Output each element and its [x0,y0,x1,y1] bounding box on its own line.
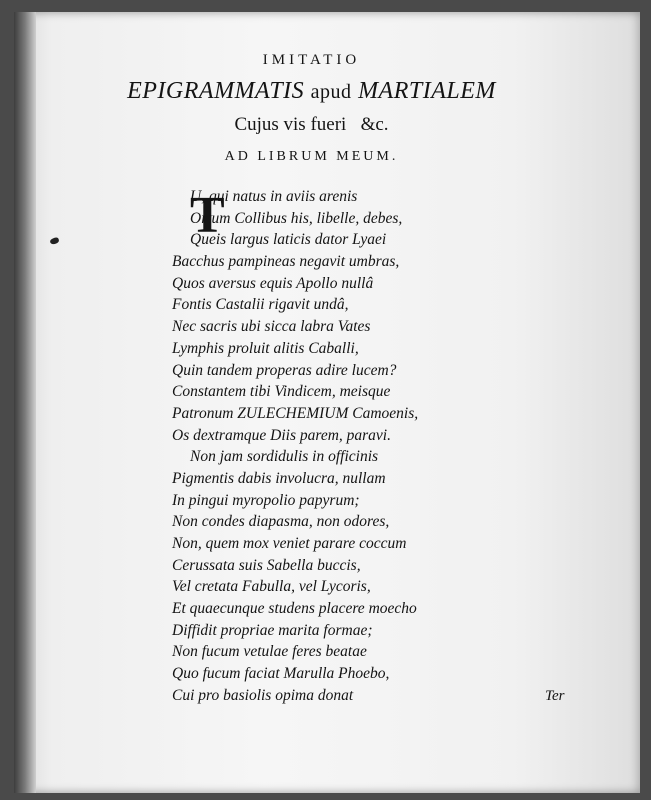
poem-line: Diffidit propriae marita formae; [172,621,373,639]
poem-line: Constantem tibi Vindicem, meisque [172,383,391,401]
poem-line: U, qui natus in aviis arenis [190,188,358,205]
heading-martialem-word: MARTIALEM [358,78,496,104]
poem-line: Fontis Castalii rigavit undâ, [172,296,349,314]
heading-epigrammatis-word: EPIGRAMMATIS [127,78,305,104]
poem-line: Non fucum vetulae feres beatae [172,643,367,661]
poem-line: Cerussata suis Sabella buccis, [172,556,361,574]
poem-line: Pigmentis dabis involucra, nullam [172,469,386,487]
heading-epigrammatis [0,78,637,105]
heading-cujus: Cujus vis fueri &c. [234,114,389,135]
poem-line: Nec sacris ubi sicca labra Vates [172,318,371,336]
poem-line: Et quaecunque studens placere moecho [172,600,417,618]
heading-ad-librum: AD LIBRUM MEUM. [224,149,399,164]
poem-line: Bacchus pampineas negavit umbras, [172,253,400,271]
heading-imitatio: IMITATIO [262,52,361,68]
poem-line: Ortum Collibus his, libelle, debes, [190,209,403,227]
poem-body [172,186,592,707]
poem-line: Non, quem mox veniet parare coccum [172,535,407,552]
catchword: Ter [545,688,565,704]
poem-line: Queis largus laticis dator Lyaei [190,231,387,249]
poem-line: Cui pro basiolis opima donat [172,686,354,704]
poem-line: Quos aversus equis Apollo nullâ [172,274,374,292]
poem-line: Patronum ZULECHEMIUM Camoenis, [172,404,419,422]
drop-cap: T [190,187,225,244]
poem-line: In pingui myropolio papyrum; [172,491,360,509]
poem-line: Non condes diapasma, non odores, [172,513,390,531]
ink-blot [49,237,60,246]
poem-line: Non jam sordidulis in officinis [190,448,379,466]
poem-line: Quo fucum faciat Marulla Phoebo, [172,665,390,683]
poem-line: Vel cretata Fabulla, vel Lycoris, [172,578,371,596]
poem-line: Quin tandem properas adire lucem? [172,361,397,379]
poem-line: Lymphis proluit alitis Caballi, [172,339,359,357]
poem-line: Os dextramque Diis parem, paravi. [172,426,391,444]
heading-apud-word: apud [310,81,352,103]
